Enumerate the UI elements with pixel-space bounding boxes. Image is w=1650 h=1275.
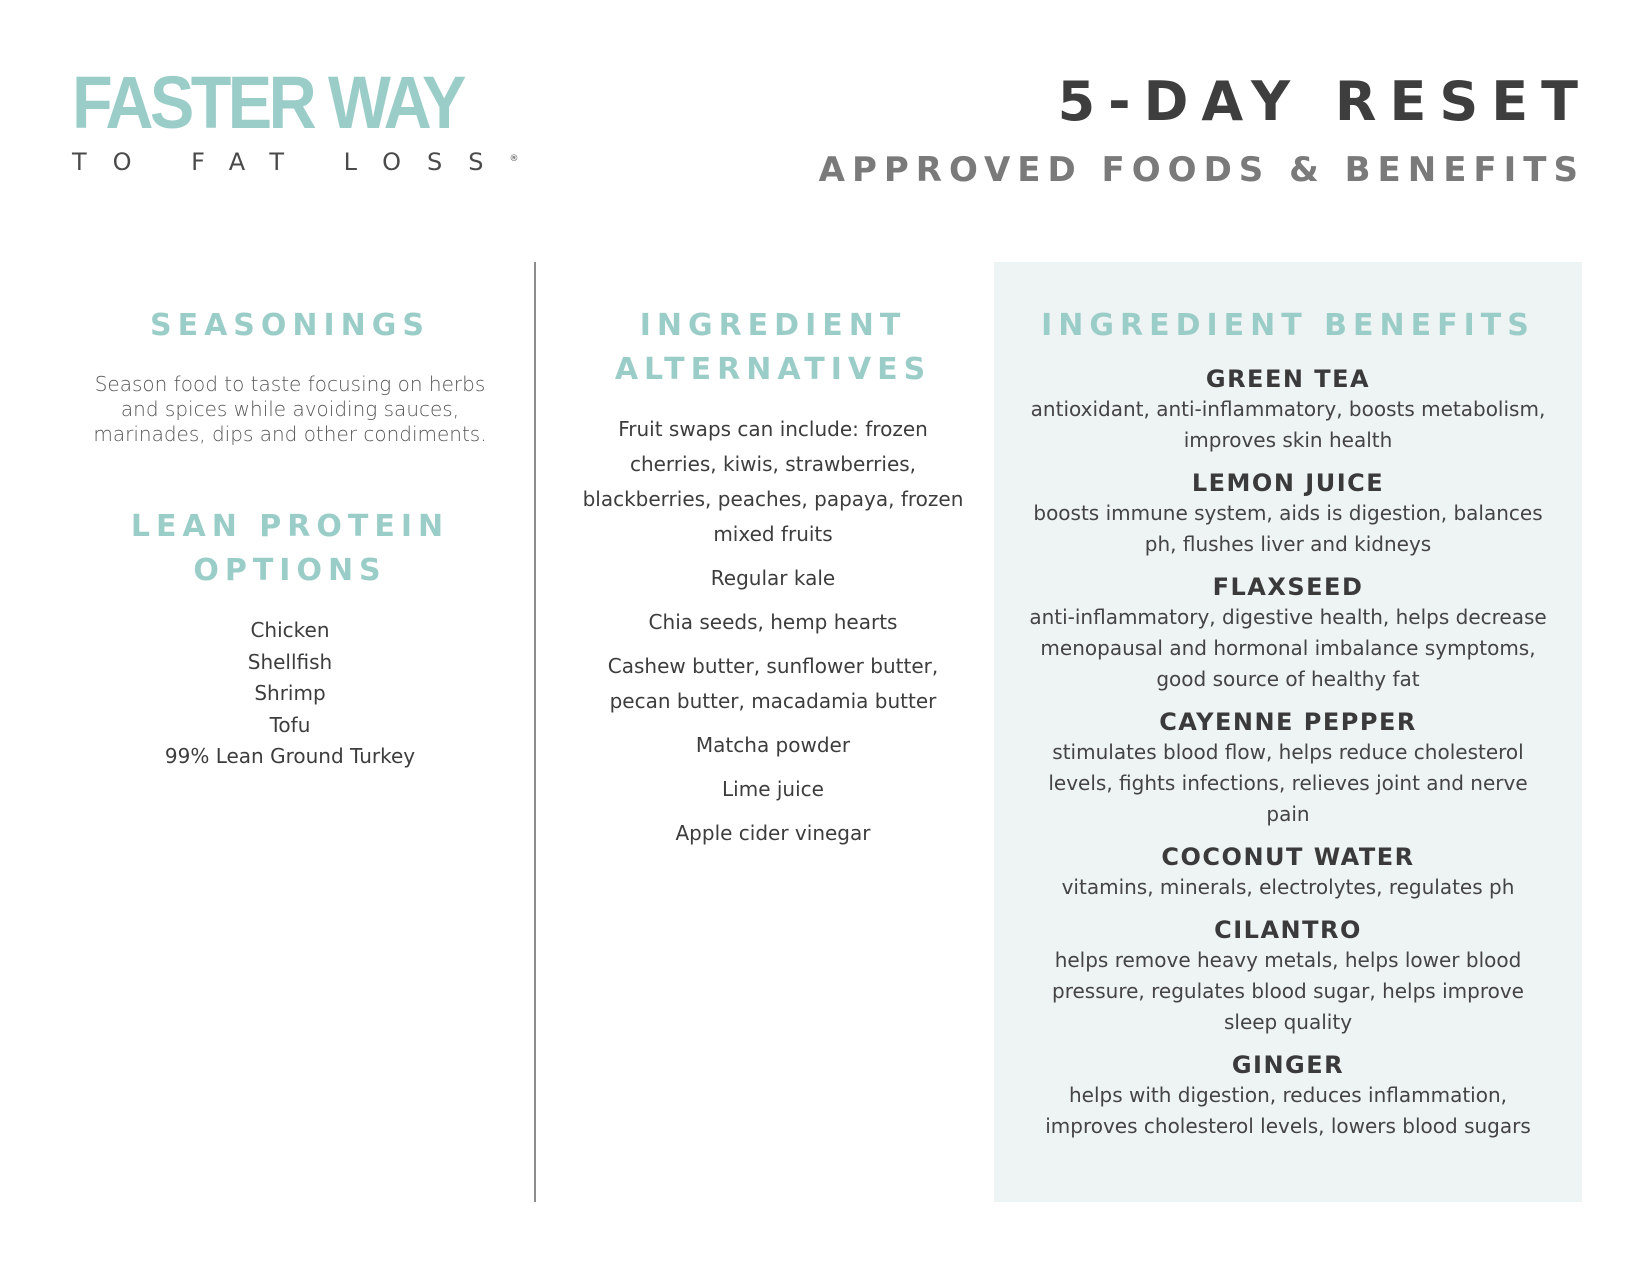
benefit-name: LEMON JUICE: [1191, 469, 1385, 497]
logo-tagline-text: TO FAT LOSS: [72, 148, 510, 176]
benefit-item: [994, 842, 1582, 903]
left-column: [80, 304, 500, 773]
benefit-name: FLAXSEED: [1212, 573, 1364, 601]
benefit-description: stimulates blood flow, helps reduce cholesterol levels, fights infections, relieves joint and nerve pain: [1048, 740, 1528, 826]
list-item: Matcha powder: [695, 733, 851, 757]
list-item: Shellfish: [247, 649, 333, 674]
benefit-name: CAYENNE PEPPER: [1159, 708, 1417, 736]
registered-mark: ®: [509, 154, 519, 164]
benefit-name: GINGER: [1231, 1051, 1345, 1079]
logo-wordmark: FASTER WAY: [72, 61, 463, 144]
benefit-item: [994, 572, 1582, 695]
page-subtitle: APPROVED FOODS & BENEFITS: [818, 150, 1585, 190]
benefit-item: [994, 707, 1582, 830]
benefit-description: antioxidant, anti-inflammatory, boosts metabolism, improves skin health: [1030, 397, 1546, 452]
alternatives-heading: [578, 304, 968, 392]
benefit-description: anti-inflammatory, digestive health, helps decrease menopausal and hormonal imbalance symptoms, good source of healthy fat: [1029, 605, 1547, 691]
page-title: 5-DAY RESET: [1057, 70, 1591, 133]
benefit-description: boosts immune system, aids is digestion, balances ph, flushes liver and kidneys: [1033, 501, 1543, 556]
list-item: 99% Lean Ground Turkey: [164, 744, 416, 768]
benefit-item: [994, 1050, 1582, 1142]
seasonings-heading: SEASONINGS: [149, 308, 431, 343]
benefit-item: [994, 915, 1582, 1038]
benefit-description: helps with digestion, reduces inflammation, improves cholesterol levels, lowers blood sugars: [1045, 1083, 1531, 1138]
middle-column: [578, 304, 968, 860]
column-divider: [534, 262, 536, 1202]
benefit-name: GREEN TEA: [1205, 365, 1371, 393]
list-item: Cashew butter, sunflower butter, pecan butter, macadamia butter: [607, 654, 939, 713]
alternatives-list: [578, 412, 968, 851]
seasonings-text: Season food to taste focusing on herbs and spices while avoiding sauces, marinades, dips and other condiments.: [93, 372, 487, 446]
protein-heading: [80, 505, 500, 593]
protein-heading-line2: OPTIONS: [193, 553, 387, 588]
list-item: Shrimp: [254, 681, 326, 705]
list-item: Chia seeds, hemp hearts: [648, 610, 898, 634]
list-item: Regular kale: [710, 566, 836, 590]
list-item: Apple cider vinegar: [675, 821, 871, 845]
benefit-description: vitamins, minerals, electrolytes, regulates ph: [1061, 875, 1515, 899]
list-item: Lime juice: [722, 777, 824, 801]
benefits-heading: INGREDIENT BENEFITS: [1041, 308, 1535, 343]
benefit-description: helps remove heavy metals, helps lower blood pressure, regulates blood sugar, helps improve sleep quality: [1052, 948, 1524, 1034]
alternatives-heading-line1: INGREDIENT: [639, 308, 907, 343]
list-item: Chicken: [250, 618, 330, 642]
brand-logo: [72, 61, 519, 176]
list-item: Tofu: [269, 712, 311, 737]
protein-heading-line1: LEAN PROTEIN: [130, 509, 450, 544]
logo-tagline: [72, 148, 519, 176]
benefits-list: [994, 364, 1582, 1142]
right-column: [994, 304, 1582, 1142]
header: [818, 70, 1591, 190]
benefit-name: COCONUT WATER: [1161, 843, 1415, 871]
list-item: Fruit swaps can include: frozen cherries, kiwis, strawberries, blackberries, peaches, papaya, frozen mixed fruits: [582, 417, 964, 546]
benefit-name: CILANTRO: [1214, 916, 1362, 944]
protein-list: [80, 615, 500, 773]
alternatives-heading-line2: ALTERNATIVES: [614, 352, 932, 387]
benefit-item: [994, 468, 1582, 560]
benefit-item: [994, 364, 1582, 456]
